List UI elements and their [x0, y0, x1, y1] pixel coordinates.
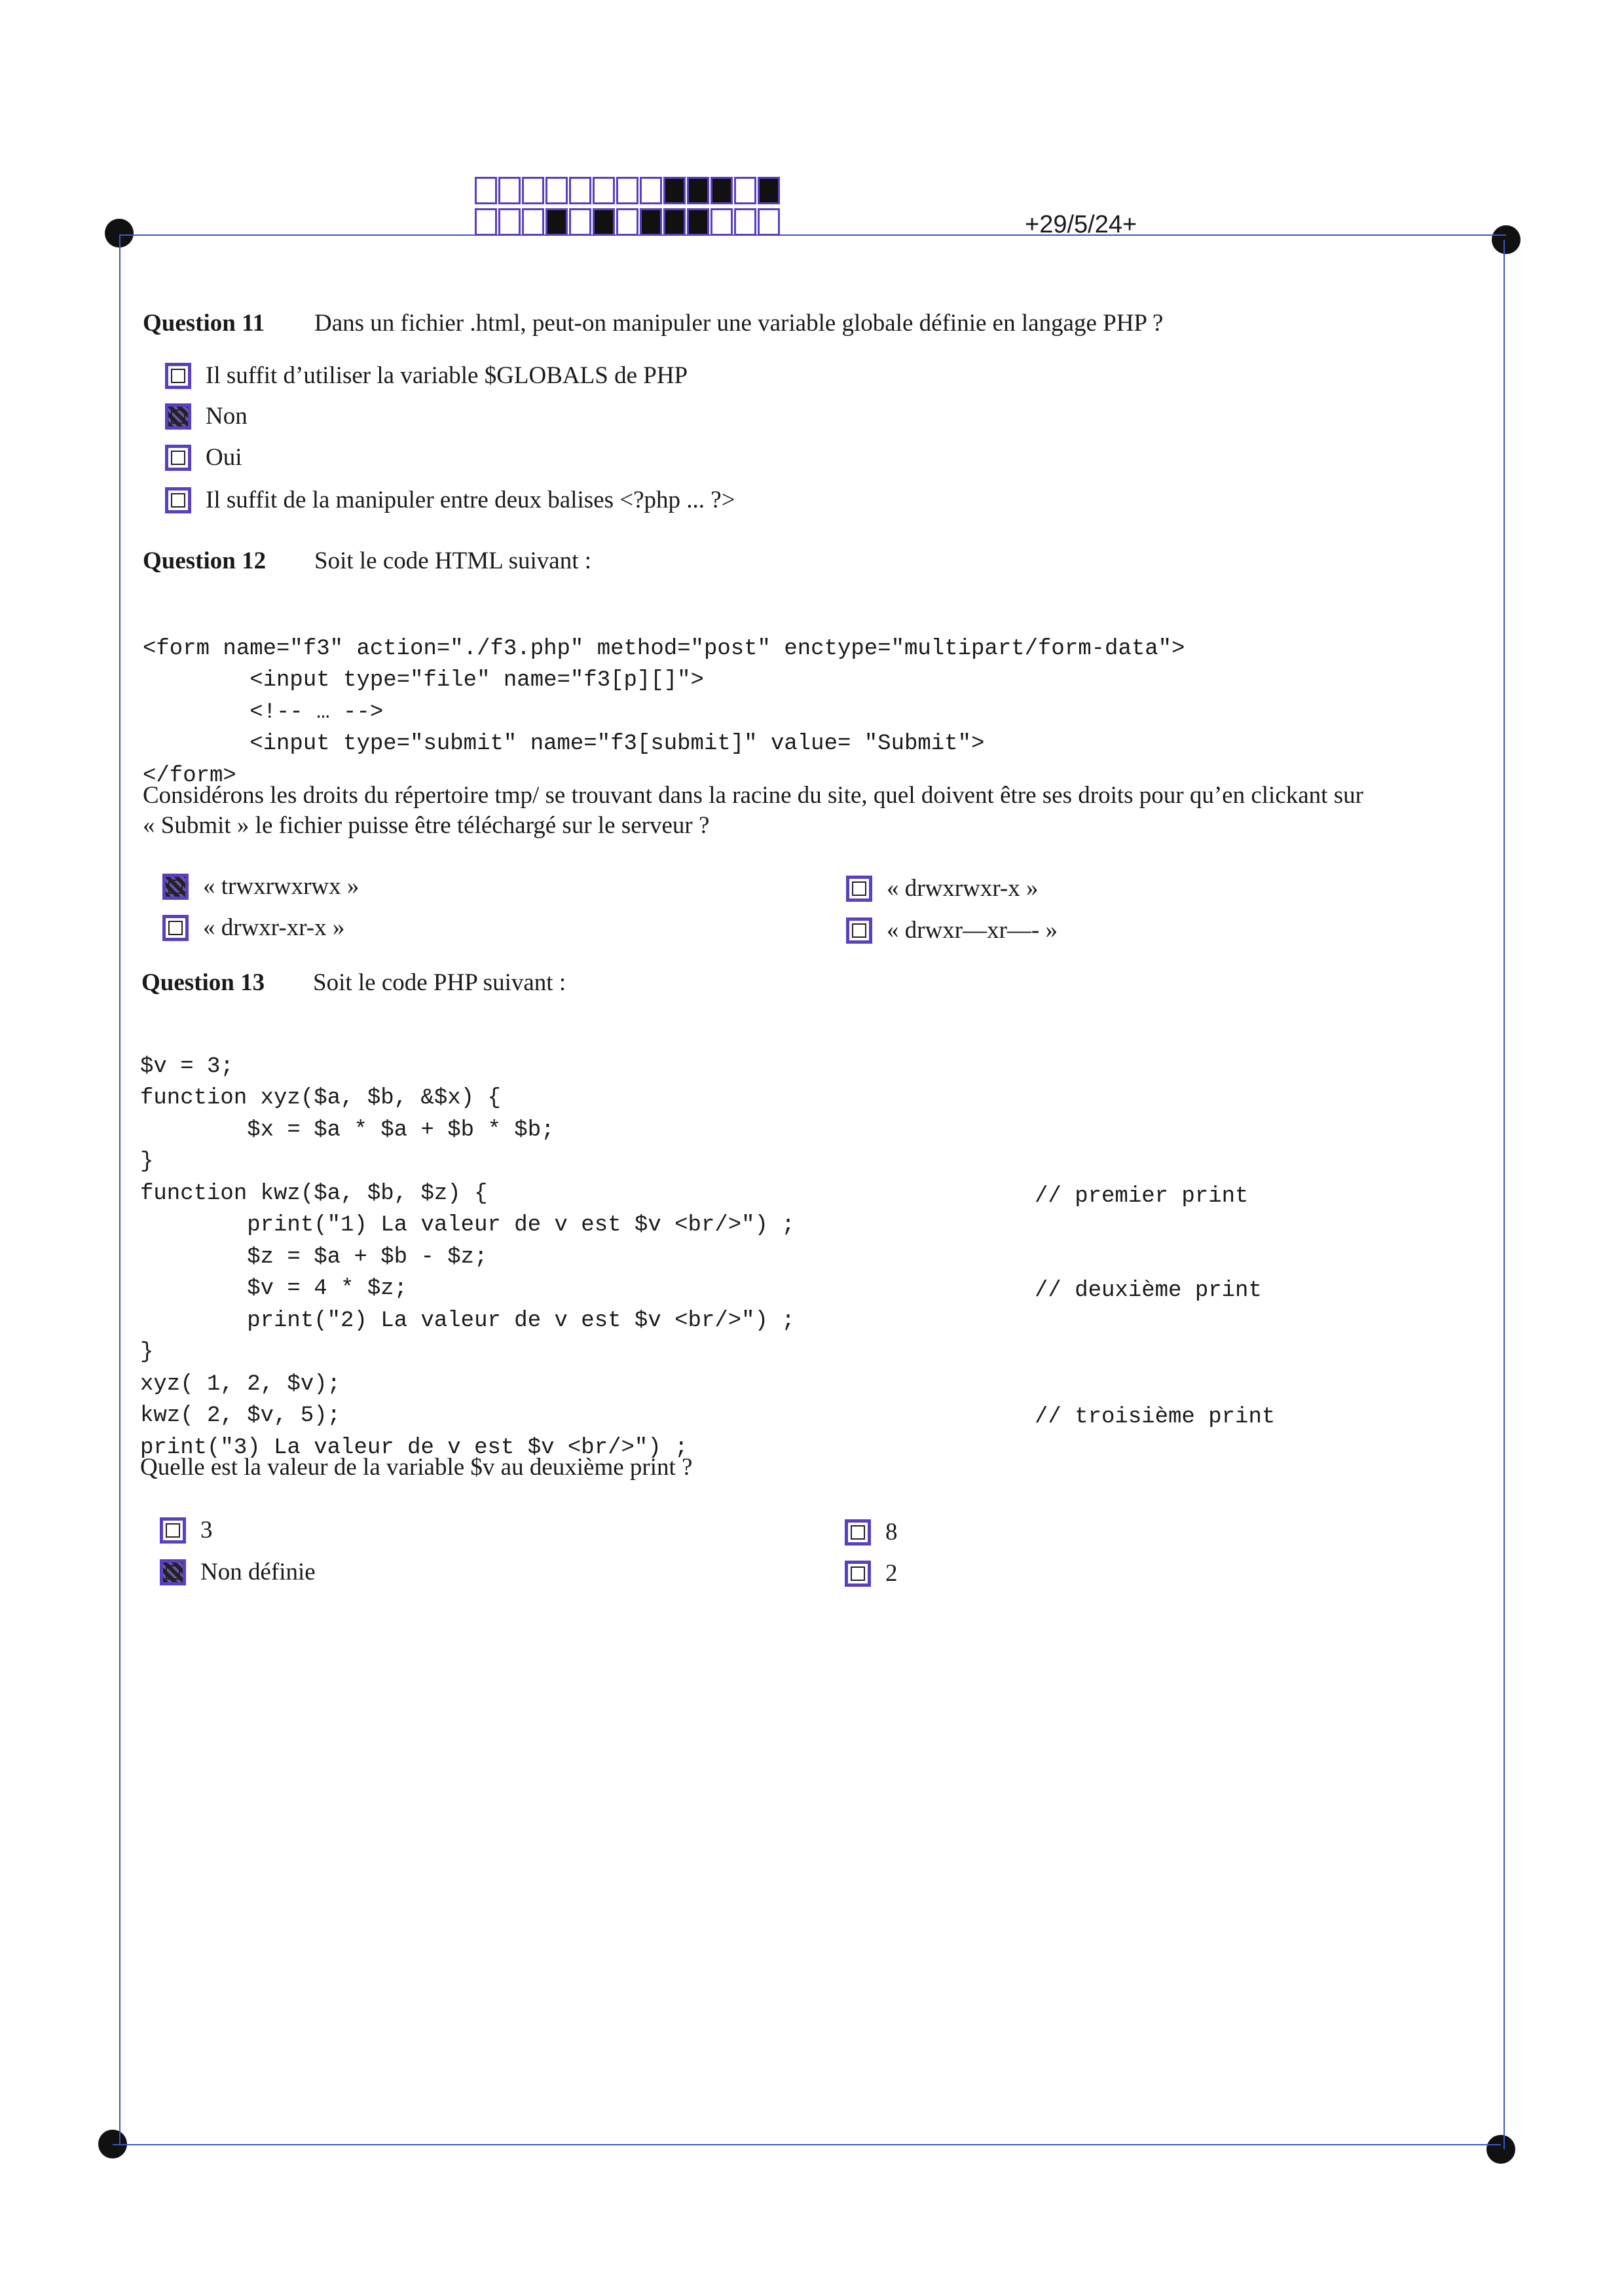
code-line: $v = 4 * $z; — [140, 1276, 408, 1301]
code-cell — [569, 208, 591, 236]
question-12-text: Soit le code HTML suivant : — [314, 547, 592, 574]
checkbox-q12-3[interactable] — [846, 876, 872, 902]
frame-right — [1504, 240, 1505, 2149]
student-id-code-row-2 — [475, 208, 780, 236]
q11-option-1[interactable] — [165, 361, 688, 390]
code-cell — [475, 177, 497, 204]
code-cell — [522, 208, 544, 236]
q11-option-4-label: Il suffit de la manipuler entre deux balises <?php ... ?> — [206, 487, 735, 513]
q13-code-block — [140, 1019, 795, 1496]
question-11-text: Dans un fichier .html, peut-on manipuler une variable globale définie en langage PHP ? — [314, 310, 1164, 337]
q11-option-4[interactable] — [165, 486, 735, 514]
code-cell — [640, 208, 662, 236]
code-line: function xyz($a, $b, &$x) { — [140, 1086, 501, 1111]
comment-deuxieme-print: // deuxième print — [1035, 1278, 1262, 1303]
q11-option-3[interactable] — [165, 443, 242, 472]
q11-option-3-label: Oui — [206, 444, 242, 471]
code-line: kwz( 2, $v, 5); — [140, 1403, 341, 1428]
frame-bottom — [113, 2144, 1501, 2145]
checkbox-q12-2[interactable] — [162, 915, 189, 941]
code-cell — [687, 208, 709, 236]
code-cell — [710, 177, 733, 204]
code-line: } — [140, 1340, 154, 1365]
page-id: +29/5/24+ — [1025, 211, 1137, 238]
frame-left — [119, 234, 120, 2144]
q13-option-1[interactable] — [160, 1516, 213, 1544]
question-13-label: Question 13 — [141, 969, 265, 996]
code-line: <input type="submit" name="f3[submit]" value= "Submit"> — [143, 731, 985, 756]
code-cell — [498, 177, 521, 204]
code-line: function kwz($a, $b, $z) { — [140, 1181, 488, 1206]
code-cell — [640, 177, 662, 204]
checkbox-q13-4[interactable] — [845, 1561, 871, 1587]
code-line: <!-- … --> — [143, 699, 384, 725]
code-cell — [687, 177, 709, 204]
code-cell — [616, 177, 638, 204]
code-cell — [734, 208, 756, 236]
question-12-header — [143, 547, 591, 575]
q12-option-4-label: « drwxr—xr—- » — [887, 917, 1058, 944]
q12-question-line-1: Considérons les droits du répertoire tmp/ se trouvant dans la racine du site, quel doivent être ses droits pour qu’en clickant sur — [143, 782, 1363, 809]
q12-option-3-label: « drwxrwxr-x » — [887, 875, 1039, 902]
checkbox-q12-4[interactable] — [846, 917, 872, 944]
code-line: <form name="f3" action="./f3.php" method="post" enctype="multipart/form-data"> — [143, 636, 1185, 661]
question-11-header — [143, 309, 1163, 337]
checkbox-q11-3[interactable] — [165, 445, 191, 471]
code-line: $z = $a + $b - $z; — [140, 1244, 488, 1270]
code-line: $x = $a * $a + $b * $b; — [140, 1117, 555, 1143]
checkbox-q11-1[interactable] — [165, 363, 191, 389]
code-cell — [593, 208, 615, 236]
q12-option-2[interactable] — [162, 914, 344, 942]
q13-option-1-label: 3 — [200, 1517, 213, 1544]
corner-mark-top-right — [1492, 225, 1521, 254]
q13-option-2-label: Non définie — [200, 1559, 316, 1585]
code-line: <input type="file" name="f3[p][]"> — [143, 668, 704, 693]
question-12-label: Question 12 — [143, 547, 267, 574]
q13-option-2[interactable] — [160, 1558, 316, 1586]
checkbox-q11-2[interactable] — [165, 403, 191, 430]
code-line: print("1) La valeur de v est $v <br/>") ; — [140, 1213, 795, 1238]
q11-option-2-label: Non — [206, 403, 248, 430]
checkbox-q13-1[interactable] — [160, 1517, 186, 1544]
checkbox-q12-1[interactable] — [162, 874, 189, 900]
q12-question-line-2: « Submit » le fichier puisse être téléchargé sur le serveur ? — [143, 812, 710, 839]
q13-option-3-label: 8 — [885, 1519, 898, 1546]
code-line: </form> — [143, 763, 236, 788]
q12-option-1[interactable] — [162, 872, 359, 900]
corner-mark-bottom-right — [1486, 2135, 1515, 2164]
q11-option-2[interactable] — [165, 402, 248, 430]
q12-option-3[interactable] — [846, 874, 1039, 902]
comment-troisieme-print: // troisième print — [1035, 1405, 1276, 1430]
code-line: print("2) La valeur de v est $v <br/>") ; — [140, 1308, 795, 1333]
code-line: xyz( 1, 2, $v); — [140, 1371, 341, 1397]
q13-option-4[interactable] — [845, 1559, 898, 1587]
code-cell — [663, 177, 686, 204]
question-11-label: Question 11 — [143, 310, 265, 337]
q12-option-1-label: « trwxrwxrwx » — [203, 873, 360, 900]
checkbox-q13-2[interactable] — [160, 1559, 186, 1585]
question-13-text: Soit le code PHP suivant : — [313, 969, 566, 996]
frame-top — [119, 234, 1506, 236]
code-cell — [569, 177, 591, 204]
checkbox-q11-4[interactable] — [165, 487, 191, 513]
code-cell — [734, 177, 756, 204]
comment-premier-print: // premier print — [1035, 1184, 1249, 1209]
code-cell — [663, 208, 686, 236]
code-cell — [545, 208, 568, 236]
code-cell — [545, 177, 568, 204]
q12-question — [143, 781, 1363, 841]
code-cell — [758, 177, 780, 204]
code-cell — [710, 208, 733, 236]
checkbox-q13-3[interactable] — [845, 1519, 871, 1546]
question-13-header — [141, 969, 566, 997]
code-cell — [498, 208, 521, 236]
q13-question: Quelle est la valeur de la variable $v au deuxième print ? — [140, 1454, 693, 1481]
code-cell — [475, 208, 497, 236]
q13-option-3[interactable] — [845, 1518, 898, 1546]
q12-option-4[interactable] — [846, 916, 1058, 944]
code-cell — [522, 177, 544, 204]
code-cell — [758, 208, 780, 236]
code-cell — [616, 208, 638, 236]
q13-option-4-label: 2 — [885, 1560, 898, 1587]
q12-option-2-label: « drwxr-xr-x » — [203, 914, 345, 941]
code-line: print("3) La valeur de v est $v <br/>") ; — [140, 1435, 688, 1460]
code-line: $v = 3; — [140, 1054, 234, 1079]
code-cell — [593, 177, 615, 204]
student-id-code-row-1 — [475, 177, 780, 204]
q11-option-1-label: Il suffit d’utiliser la variable $GLOBALS de PHP — [206, 362, 688, 389]
code-line: } — [140, 1149, 154, 1174]
